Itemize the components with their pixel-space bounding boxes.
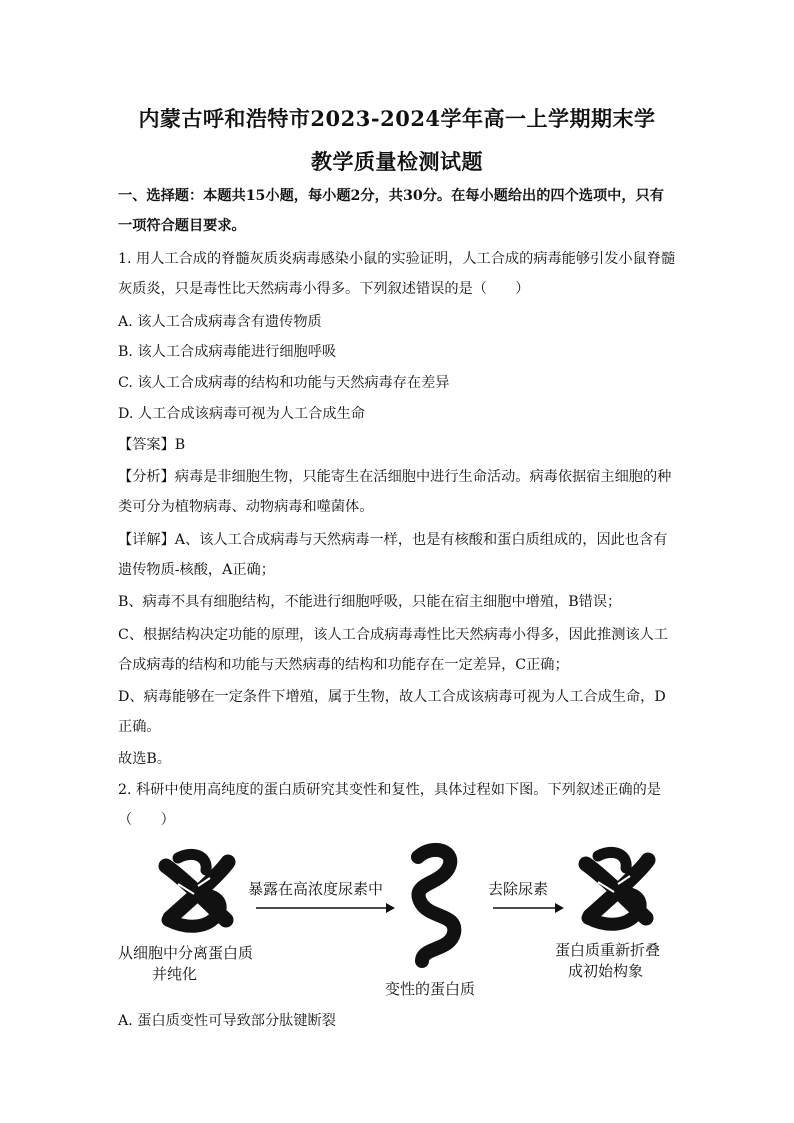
- document-title-line-1: 内蒙古呼和浩特市2023-2024学年高一上学期期末学: [138, 106, 656, 131]
- right-caption-line-2: 成初始构象: [568, 962, 644, 980]
- q1-detail-line-2: 遗传物质-核酸，A正确；: [118, 562, 275, 578]
- q1-stem-line-1: 1. 用人工合成的脊髓灰质炎病毒感染小鼠的实验证明，人工合成的病毒能够引发小鼠脊髓: [118, 251, 676, 267]
- q1-detail-line-4: C、根据结构决定功能的原理，该人工合成病毒毒性比天然病毒小得多，因此推测该人工: [118, 627, 668, 643]
- detail-text-1: A、该人工合成病毒与天然病毒一样，也是有核酸和蛋白质组成的，因此也含有: [174, 532, 668, 548]
- section-heading-line-2: 一项符合题目要求。: [118, 218, 246, 234]
- section-heading-line-1: 一、选择题：本题共15小题，每小题2分，共30分。在每小题给出的四个选项中，只有: [118, 188, 664, 204]
- q1-option-b: B. 该人工合成病毒能进行细胞呼吸: [118, 344, 337, 360]
- refolded-protein-icon: [568, 846, 663, 936]
- left-caption-line-1: 从细胞中分离蛋白质: [118, 944, 254, 962]
- q1-answer-line: [118, 434, 688, 454]
- detail-tag: 【详解】: [118, 532, 175, 548]
- q1-analysis-line-2: 类可分为植物病毒、动物病毒和噬菌体。: [118, 499, 374, 515]
- q1-detail-line-3: B、病毒不具有细胞结构，不能进行细胞呼吸，只能在宿主细胞中增殖，B错误；: [118, 594, 622, 610]
- q1-conclusion: 故选B。: [118, 751, 171, 767]
- q1-detail-line-7: 正确。: [118, 719, 161, 735]
- q1-detail-line-6: D、病毒能够在一定条件下增殖，属于生物，故人工合成该病毒可视为人工合成生命，D: [118, 689, 666, 705]
- q1-option-a: A. 该人工合成病毒含有遗传物质: [118, 314, 322, 330]
- q1-detail-line-1: [118, 529, 688, 549]
- arrow-1-label: 暴露在高浓度尿素中: [248, 880, 384, 898]
- answer-tag: 【答案】: [118, 437, 175, 453]
- arrow-2: [493, 902, 565, 914]
- arrow-2-label: 去除尿素: [488, 880, 549, 898]
- q2-stem-line-1: 2. 科研中使用高纯度的蛋白质研究其变性和复性，具体过程如下图。下列叙述正确的是: [118, 782, 661, 798]
- answer-value: B: [174, 437, 186, 453]
- q2-option-a: A. 蛋白质变性可导致部分肽键断裂: [118, 1013, 336, 1029]
- q1-option-d: D. 人工合成该病毒可视为人工合成生命: [118, 406, 365, 422]
- q1-analysis-line-1: [118, 466, 688, 486]
- middle-caption: 变性的蛋白质: [385, 980, 476, 998]
- document-title-line-2: 教学质量检测试题: [311, 149, 483, 174]
- q1-stem-line-2: 灰质炎，只是毒性比天然病毒小得多。下列叙述错误的是（ ）: [118, 281, 530, 297]
- q2-stem-line-2: （ ）: [118, 812, 175, 828]
- q1-detail-line-5: 合成病毒的结构和功能与天然病毒的结构和功能存在一定差异，C正确；: [118, 657, 569, 673]
- native-protein-icon: [148, 848, 243, 938]
- analysis-text-1: 病毒是非细胞生物，只能寄生在活细胞中进行生命活动。病毒依据宿主细胞的种: [174, 469, 672, 485]
- analysis-tag: 【分析】: [118, 469, 175, 485]
- q1-option-c: C. 该人工合成病毒的结构和功能与天然病毒存在差异: [118, 375, 450, 391]
- denatured-protein-icon: [398, 843, 473, 971]
- right-caption-line-1: 蛋白质重新折叠: [555, 941, 661, 959]
- left-caption-line-2: 并纯化: [152, 965, 198, 983]
- arrow-1: [256, 902, 396, 914]
